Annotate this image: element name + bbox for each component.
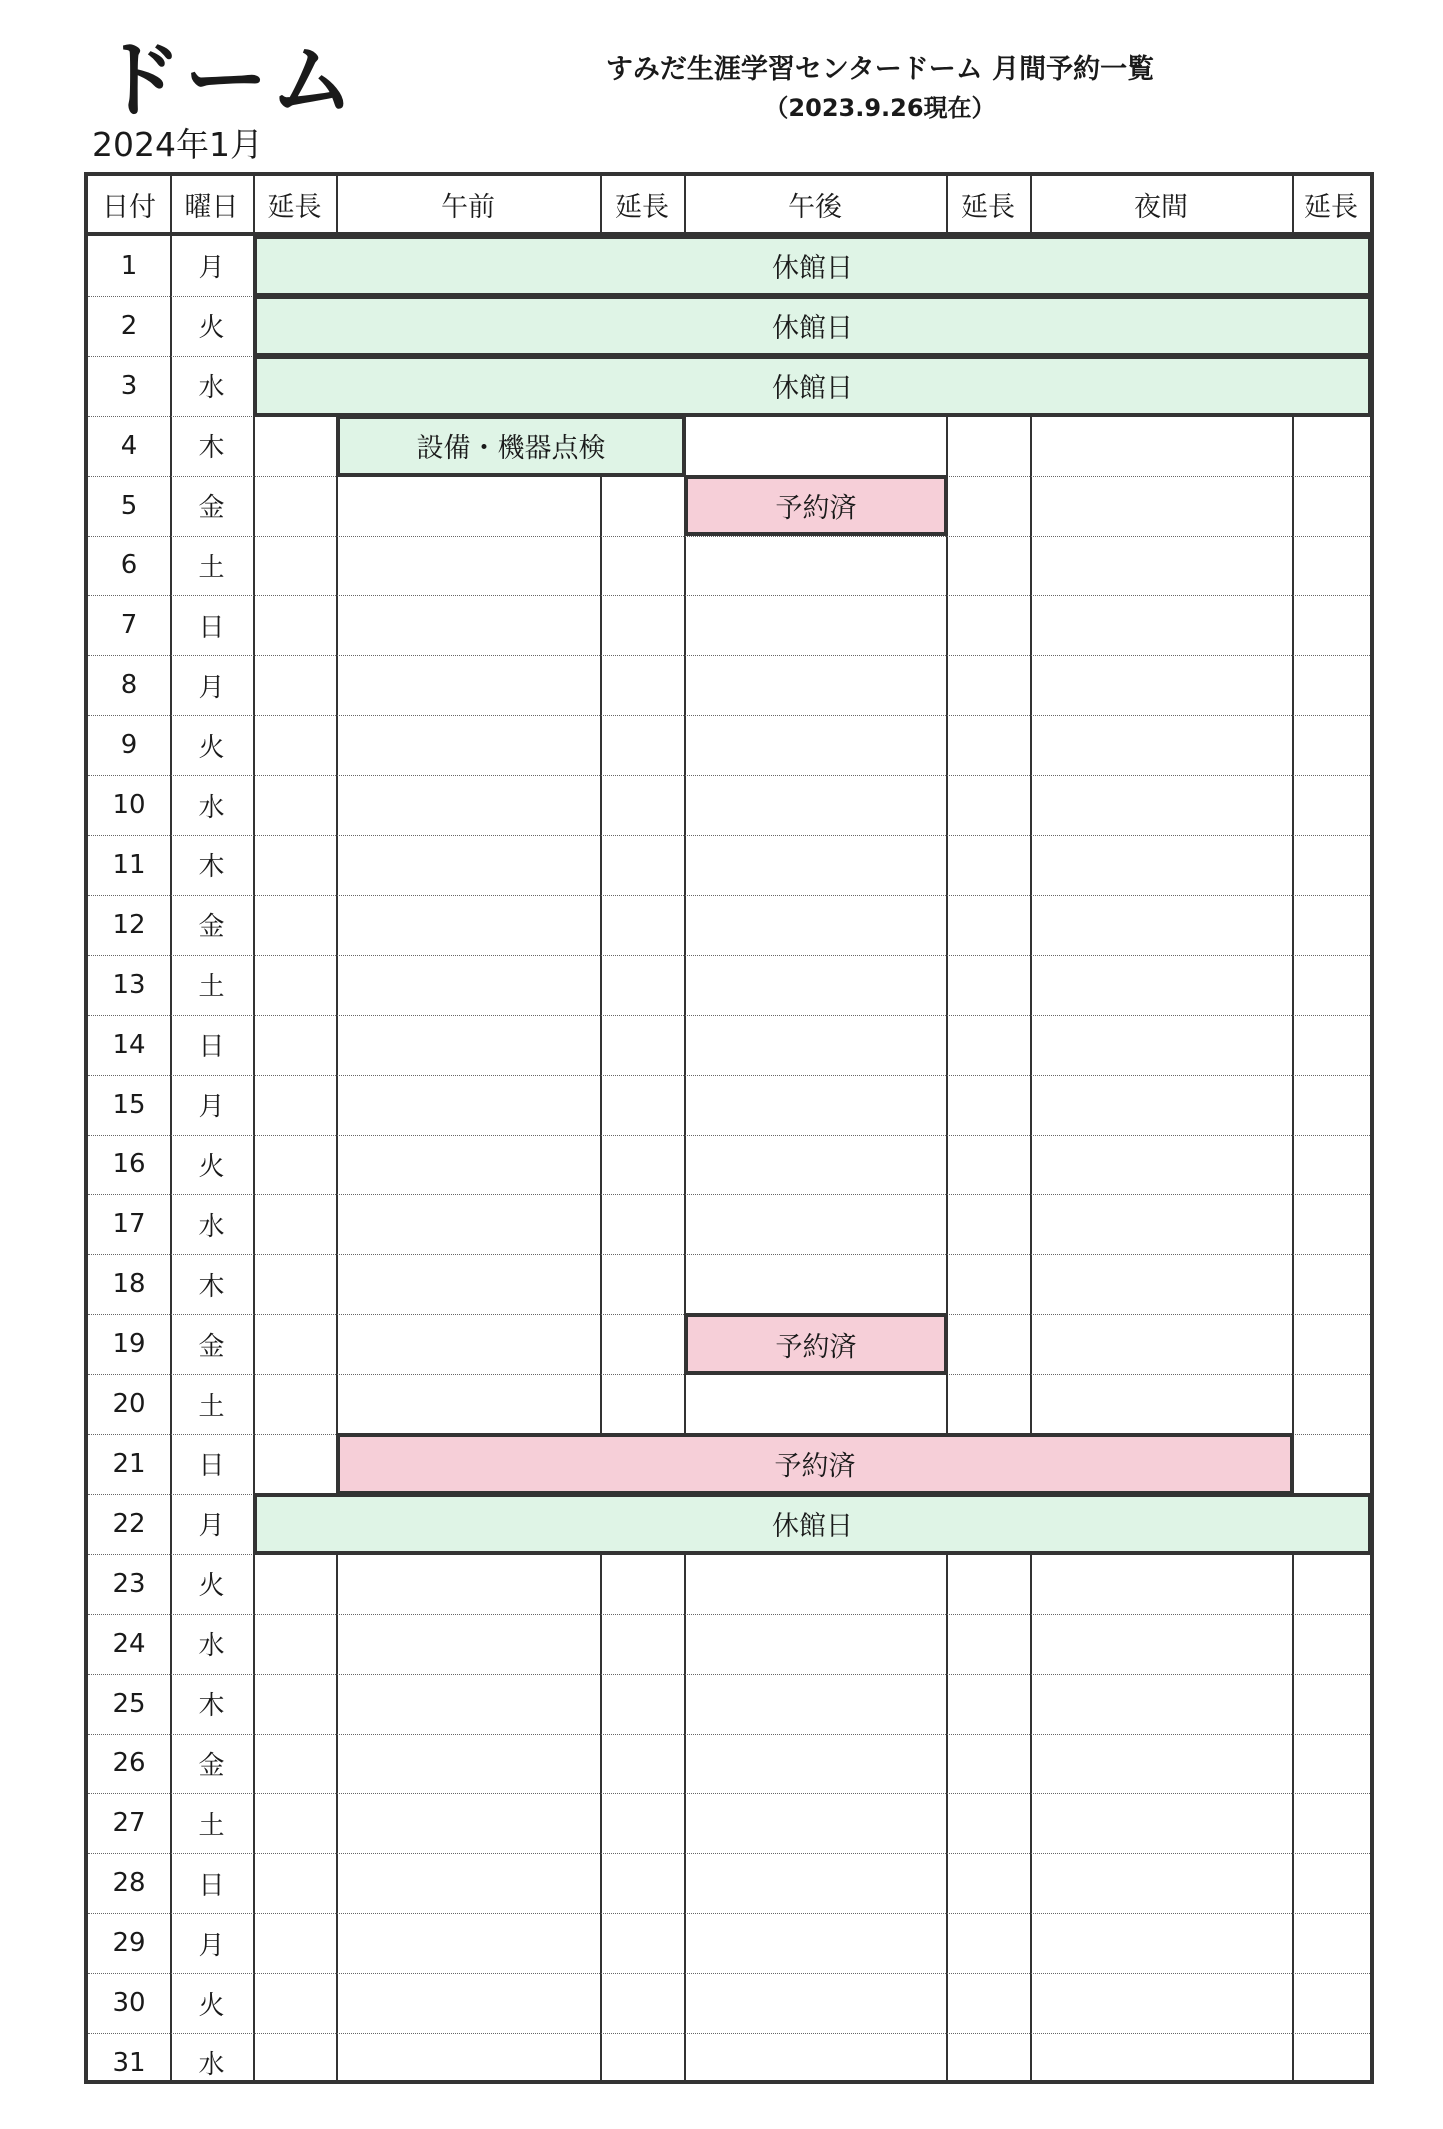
column-header: 日付 [102, 191, 156, 223]
weekday-cell: 土 [198, 972, 225, 1003]
day-cell: 13 [112, 969, 146, 1000]
day-cell: 11 [112, 849, 146, 880]
weekday-cell: 火 [198, 1571, 225, 1602]
weekday-cell: 水 [198, 2050, 225, 2081]
booked-block: 予約済 [336, 1433, 1294, 1495]
column-header: 曜日 [184, 191, 239, 223]
day-cell: 30 [112, 1988, 146, 2019]
weekday-cell: 火 [198, 1990, 225, 2021]
weekday-cell: 月 [198, 1092, 225, 1123]
weekday-cell: 月 [198, 253, 225, 284]
closed-day-block: 休館日 [253, 235, 1372, 297]
weekday-cell: 木 [198, 1691, 225, 1722]
column-header: 延長 [267, 191, 322, 223]
row-divider [88, 835, 1370, 836]
facility-title: ドーム [98, 31, 357, 129]
column-header: 延長 [1304, 191, 1358, 223]
day-cell: 9 [120, 730, 138, 761]
weekday-cell: 日 [198, 1870, 225, 1901]
weekday-cell: 月 [198, 1930, 225, 1961]
weekday-cell: 火 [198, 1151, 225, 1182]
row-divider [88, 955, 1370, 956]
maintenance-block: 設備・機器点検 [336, 415, 686, 477]
day-cell: 17 [112, 1209, 146, 1240]
day-cell: 29 [112, 1928, 146, 1959]
day-cell: 23 [112, 1568, 146, 1599]
weekday-cell: 火 [198, 313, 225, 344]
row-divider [88, 715, 1370, 716]
day-cell: 14 [112, 1029, 146, 1060]
closed-day-block: 休館日 [253, 295, 1372, 357]
weekday-cell: 水 [198, 792, 225, 823]
closed-day-block: 休館日 [253, 1493, 1372, 1555]
day-cell: 22 [112, 1508, 146, 1539]
day-cell: 19 [112, 1329, 146, 1360]
day-cell: 6 [120, 550, 138, 581]
column-header: 延長 [961, 191, 1015, 223]
weekday-cell: 土 [198, 552, 225, 583]
row-divider [88, 1135, 1370, 1136]
weekday-cell: 月 [198, 672, 225, 703]
row-divider [88, 1614, 1370, 1615]
row-divider [88, 595, 1370, 596]
day-cell: 21 [112, 1448, 146, 1479]
row-divider [88, 655, 1370, 656]
day-cell: 31 [112, 2047, 146, 2078]
weekday-cell: 火 [198, 732, 225, 763]
row-divider [88, 1674, 1370, 1675]
column-divider [946, 176, 948, 2080]
day-cell: 5 [120, 490, 138, 521]
row-divider [88, 1015, 1370, 1016]
day-cell: 4 [120, 430, 138, 461]
day-cell: 28 [112, 1868, 146, 1899]
reservation-table [84, 172, 1374, 2084]
booked-block: 予約済 [684, 475, 948, 537]
weekday-cell: 日 [198, 1451, 225, 1482]
weekday-cell: 木 [198, 852, 225, 883]
booked-block: 予約済 [684, 1313, 948, 1375]
row-divider [88, 1075, 1370, 1076]
weekday-cell: 金 [198, 1331, 225, 1362]
weekday-cell: 木 [198, 433, 225, 464]
weekday-cell: 月 [198, 1511, 225, 1542]
weekday-cell: 木 [198, 1271, 225, 1302]
as-of-date: （2023.9.26現在） [764, 94, 996, 122]
weekday-cell: 土 [198, 1810, 225, 1841]
weekday-cell: 水 [198, 1211, 225, 1242]
day-cell: 8 [120, 670, 138, 701]
day-cell: 16 [112, 1149, 146, 1180]
row-divider [88, 1853, 1370, 1854]
weekday-cell: 金 [198, 493, 225, 524]
weekday-cell: 金 [198, 912, 225, 943]
row-divider [88, 775, 1370, 776]
day-cell: 7 [120, 610, 138, 641]
column-header: 夜間 [1134, 191, 1188, 223]
weekday-cell: 金 [198, 1750, 225, 1781]
column-header: 午前 [441, 191, 495, 223]
row-divider [88, 1973, 1370, 1974]
day-cell: 27 [112, 1808, 146, 1839]
day-cell: 20 [112, 1389, 146, 1420]
row-divider [88, 1793, 1370, 1794]
closed-day-block: 休館日 [253, 355, 1372, 417]
day-cell: 25 [112, 1688, 146, 1719]
day-cell: 26 [112, 1748, 146, 1779]
day-cell: 1 [120, 250, 138, 281]
page-heading: すみだ生涯学習センタードーム 月間予約一覧 [605, 54, 1155, 85]
day-cell: 15 [112, 1089, 146, 1120]
row-divider [88, 1194, 1370, 1195]
column-divider [1292, 176, 1294, 2080]
column-divider [1030, 176, 1032, 2080]
day-cell: 24 [112, 1628, 146, 1659]
day-cell: 3 [120, 370, 138, 401]
weekday-cell: 日 [198, 612, 225, 643]
weekday-cell: 土 [198, 1391, 225, 1422]
day-cell: 18 [112, 1269, 146, 1300]
column-header: 午後 [788, 191, 842, 223]
row-divider [88, 1734, 1370, 1735]
weekday-cell: 水 [198, 373, 225, 404]
row-divider [88, 2033, 1370, 2034]
row-divider [88, 1913, 1370, 1914]
row-divider [88, 1254, 1370, 1255]
day-cell: 12 [112, 909, 146, 940]
row-divider [88, 895, 1370, 896]
weekday-cell: 日 [198, 1032, 225, 1063]
column-divider [253, 176, 255, 2080]
day-cell: 2 [120, 310, 138, 341]
weekday-cell: 水 [198, 1631, 225, 1662]
column-header: 延長 [615, 191, 669, 223]
day-cell: 10 [112, 790, 146, 821]
month-label: 2024年1月 [92, 125, 263, 164]
